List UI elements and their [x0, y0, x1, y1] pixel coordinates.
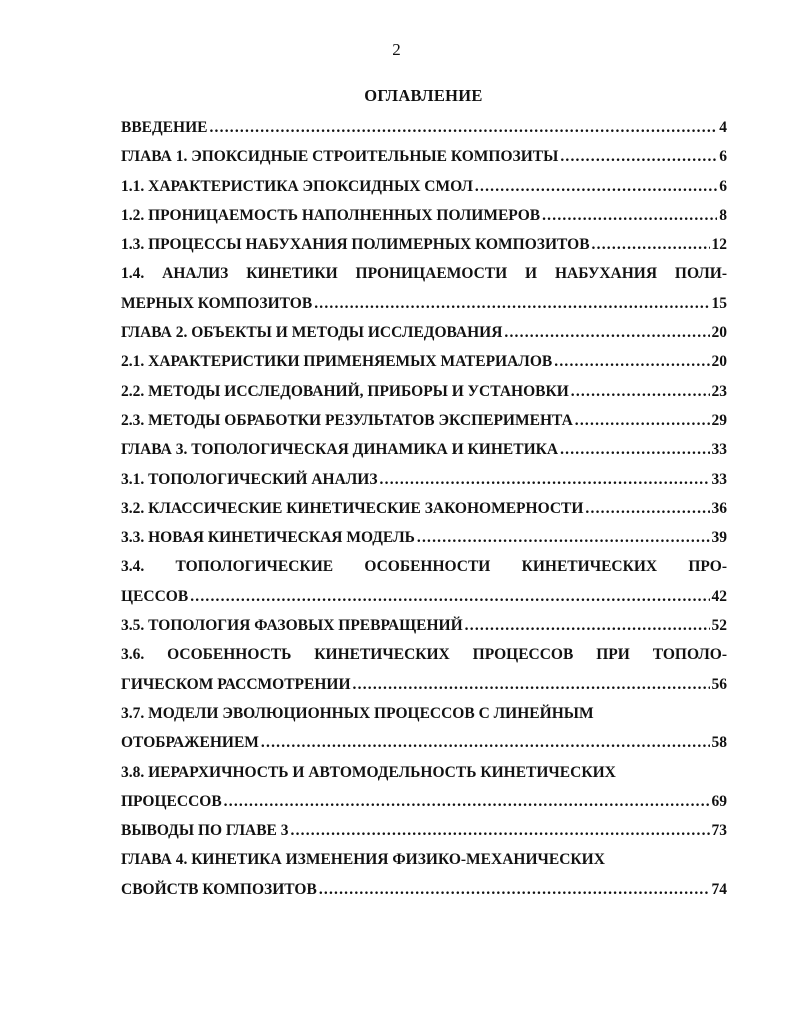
toc-entry-title: ПРОЦЕССОВ — [121, 792, 222, 810]
page-number: 2 — [392, 40, 401, 59]
dot-leader — [291, 816, 710, 845]
toc-entry[interactable] — [121, 494, 727, 523]
dot-leader — [261, 728, 710, 757]
toc-entry[interactable] — [121, 347, 727, 376]
dot-leader — [592, 230, 710, 259]
dot-leader — [380, 465, 710, 494]
toc-entry-title: 1.2. ПРОНИЦАЕМОСТЬ НАПОЛНЕННЫХ ПОЛИМЕРОВ — [121, 206, 541, 224]
toc-entry-page: 8 — [719, 206, 727, 224]
toc-entry-page: 33 — [711, 470, 727, 488]
toc-entry-page: 33 — [711, 441, 727, 459]
dot-leader — [504, 318, 709, 347]
toc-entry-title: 1.3. ПРОЦЕССЫ НАБУХАНИЯ ПОЛИМЕРНЫХ КОМПОЗИТОВ — [121, 236, 590, 254]
toc-entry-title: ВЫВОДЫ ПО ГЛАВЕ 3 — [121, 822, 289, 840]
toc-entry-page: 36 — [711, 499, 727, 517]
toc-entry-page: 29 — [711, 411, 727, 429]
toc-entry-title: ЦЕССОВ — [121, 587, 189, 605]
toc-entry-title: 2.3. МЕТОДЫ ОБРАБОТКИ РЕЗУЛЬТАТОВ ЭКСПЕРИМЕНТА — [121, 411, 573, 429]
dot-leader — [554, 347, 709, 376]
toc-entry-title: 3.1. ТОПОЛОГИЧЕСКИЙ АНАЛИЗ — [121, 470, 378, 488]
dot-leader — [571, 377, 710, 406]
dot-leader — [560, 142, 717, 171]
toc-entry[interactable] — [121, 728, 727, 757]
toc-entry-title: ГЛАВА 3. ТОПОЛОГИЧЕСКАЯ ДИНАМИКА И КИНЕТИКА — [121, 441, 559, 459]
toc-entry[interactable] — [121, 230, 727, 259]
dot-leader — [319, 875, 710, 904]
toc-entry-page: 6 — [719, 177, 727, 195]
toc-entry-first-line[interactable]: 3.4. ТОПОЛОГИЧЕСКИЕ ОСОБЕННОСТИ КИНЕТИЧЕСКИХ ПРО- — [121, 558, 727, 576]
toc-entry-page: 58 — [711, 734, 727, 752]
toc-entry[interactable] — [121, 318, 727, 347]
toc-entry[interactable] — [121, 142, 727, 171]
dot-leader — [190, 582, 709, 611]
toc-entry[interactable] — [121, 582, 727, 611]
toc-entry[interactable] — [121, 875, 727, 904]
dot-leader — [475, 172, 717, 201]
dot-leader — [575, 406, 710, 435]
toc-entry-title: 3.2. КЛАССИЧЕСКИЕ КИНЕТИЧЕСКИЕ ЗАКОНОМЕРНОСТИ — [121, 499, 584, 517]
toc-entry[interactable] — [121, 201, 727, 230]
toc-entry-first-line[interactable]: 3.7. МОДЕЛИ ЭВОЛЮЦИОННЫХ ПРОЦЕССОВ С ЛИНЕЙНЫМ — [121, 704, 594, 722]
toc-entry-page: 23 — [711, 382, 727, 400]
toc-entry-title: ГИЧЕСКОМ РАССМОТРЕНИИ — [121, 675, 351, 693]
dot-leader — [224, 787, 710, 816]
toc-entry-first-line[interactable]: 3.8. ИЕРАРХИЧНОСТЬ И АВТОМОДЕЛЬНОСТЬ КИНЕТИЧЕСКИХ — [121, 763, 616, 781]
toc-entry-title: 1.1. ХАРАКТЕРИСТИКА ЭПОКСИДНЫХ СМОЛ — [121, 177, 473, 195]
dot-leader — [465, 611, 710, 640]
toc-entry-page: 39 — [711, 529, 727, 547]
toc-entry-title: 3.3. НОВАЯ КИНЕТИЧЕСКАЯ МОДЕЛЬ — [121, 529, 415, 547]
toc-entry[interactable] — [121, 377, 727, 406]
dot-leader — [209, 113, 717, 142]
toc-entry-title: 3.5. ТОПОЛОГИЯ ФАЗОВЫХ ПРЕВРАЩЕНИЙ — [121, 617, 463, 635]
toc-entry-page: 74 — [711, 880, 727, 898]
toc-entry[interactable] — [121, 816, 727, 845]
toc-entry-first-line[interactable]: 3.6. ОСОБЕННОСТЬ КИНЕТИЧЕСКИХ ПРОЦЕССОВ ПРИ ТОПОЛО- — [121, 646, 727, 664]
toc-entry-page: 6 — [719, 148, 727, 166]
toc-entry-page: 20 — [711, 353, 727, 371]
toc-entry-title: СВОЙСТВ КОМПОЗИТОВ — [121, 880, 317, 898]
toc-entry-page: 73 — [711, 822, 727, 840]
toc-entry-title: 2.2. МЕТОДЫ ИССЛЕДОВАНИЙ, ПРИБОРЫ И УСТАНОВКИ — [121, 382, 569, 400]
toc-entry-first-line[interactable]: ГЛАВА 4. КИНЕТИКА ИЗМЕНЕНИЯ ФИЗИКО-МЕХАНИЧЕСКИХ — [121, 851, 605, 869]
toc-entry[interactable] — [121, 523, 727, 552]
toc-entry-title: 2.1. ХАРАКТЕРИСТИКИ ПРИМЕНЯЕМЫХ МАТЕРИАЛОВ — [121, 353, 553, 371]
toc-entry-first-line[interactable]: 1.4. АНАЛИЗ КИНЕТИКИ ПРОНИЦАЕМОСТИ И НАБУХАНИЯ ПОЛИ- — [121, 265, 727, 283]
table-of-contents — [121, 113, 727, 904]
toc-entry-page: 15 — [711, 294, 727, 312]
toc-entry-title: ГЛАВА 1. ЭПОКСИДНЫЕ СТРОИТЕЛЬНЫЕ КОМПОЗИТЫ — [121, 148, 559, 166]
toc-entry-page: 69 — [711, 792, 727, 810]
toc-entry[interactable] — [121, 787, 727, 816]
toc-entry[interactable] — [121, 670, 727, 699]
toc-entry[interactable] — [121, 435, 727, 464]
toc-entry-title: ГЛАВА 2. ОБЪЕКТЫ И МЕТОДЫ ИССЛЕДОВАНИЯ — [121, 324, 503, 342]
toc-entry-title: ВВЕДЕНИЕ — [121, 119, 208, 136]
dot-leader — [585, 494, 709, 523]
toc-entry-page: 12 — [711, 236, 727, 254]
dot-leader — [353, 670, 710, 699]
toc-entry[interactable] — [121, 172, 727, 201]
dot-leader — [560, 435, 709, 464]
toc-title: ОГЛАВЛЕНИЕ — [364, 86, 483, 105]
dot-leader — [314, 289, 709, 318]
toc-entry-title: МЕРНЫХ КОМПОЗИТОВ — [121, 294, 313, 312]
toc-entry-page: 52 — [711, 617, 727, 635]
toc-entry-page: 4 — [719, 119, 727, 136]
toc-entry-page: 42 — [711, 587, 727, 605]
toc-entry[interactable] — [121, 611, 727, 640]
toc-entry-title: ОТОБРАЖЕНИЕМ — [121, 734, 259, 752]
dot-leader — [542, 201, 717, 230]
toc-entry[interactable] — [121, 113, 727, 142]
toc-entry[interactable] — [121, 406, 727, 435]
toc-entry[interactable] — [121, 465, 727, 494]
dot-leader — [417, 523, 710, 552]
toc-entry-page: 56 — [711, 675, 727, 693]
toc-entry-page: 20 — [711, 324, 727, 342]
toc-entry[interactable] — [121, 289, 727, 318]
